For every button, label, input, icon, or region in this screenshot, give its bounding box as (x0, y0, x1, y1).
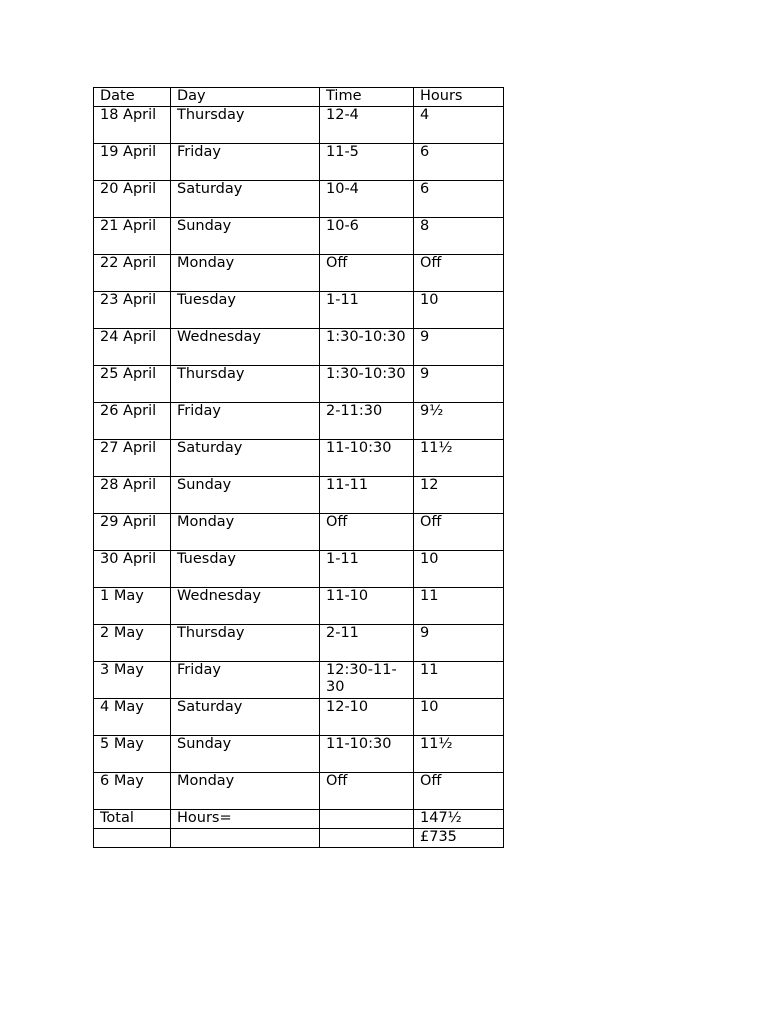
cell-time: 11-10 (320, 588, 414, 625)
cell-date: 21 April (94, 218, 171, 255)
table-row (94, 588, 504, 625)
cell-hours: Off (414, 773, 504, 810)
cell-date: 20 April (94, 181, 171, 218)
cell-time: 12-10 (320, 699, 414, 736)
cell-date: 30 April (94, 551, 171, 588)
cell-time: 12-4 (320, 107, 414, 144)
cell-day: Wednesday (171, 588, 320, 625)
cell-time: Off (320, 773, 414, 810)
cell-day: Wednesday (171, 329, 320, 366)
cell-day: Monday (171, 255, 320, 292)
table-row (94, 736, 504, 773)
header-day: Day (171, 88, 320, 107)
cell-date: 29 April (94, 514, 171, 551)
cell-date: 23 April (94, 292, 171, 329)
cell-hours: 6 (414, 144, 504, 181)
cell-time: 1:30-10:30 (320, 329, 414, 366)
cell-day: Sunday (171, 736, 320, 773)
cell-day: Tuesday (171, 292, 320, 329)
cell-day: Saturday (171, 699, 320, 736)
cell-hours: 147½ (414, 810, 504, 829)
cell-day: Friday (171, 403, 320, 440)
cell-time: 2-11 (320, 625, 414, 662)
cell-day: Thursday (171, 625, 320, 662)
cell-day: Thursday (171, 107, 320, 144)
cell-date: 26 April (94, 403, 171, 440)
cell-date: 19 April (94, 144, 171, 181)
cell-time: 11-11 (320, 477, 414, 514)
header-date: Date (94, 88, 171, 107)
work-hours-table (93, 87, 504, 848)
cell-day: Sunday (171, 477, 320, 514)
cell-date: 25 April (94, 366, 171, 403)
cell-day (171, 829, 320, 848)
cell-hours: 9 (414, 625, 504, 662)
table-row (94, 292, 504, 329)
cell-hours: 11½ (414, 736, 504, 773)
cell-time: 10-6 (320, 218, 414, 255)
table-row (94, 366, 504, 403)
cell-hours: 10 (414, 292, 504, 329)
cell-hours: 8 (414, 218, 504, 255)
cell-hours: 9½ (414, 403, 504, 440)
cell-date: 24 April (94, 329, 171, 366)
cell-hours: 9 (414, 366, 504, 403)
cell-time: 1-11 (320, 292, 414, 329)
cell-day: Friday (171, 144, 320, 181)
cell-day: Tuesday (171, 551, 320, 588)
table-row (94, 514, 504, 551)
cell-time: 11-10:30 (320, 440, 414, 477)
cell-hours: 6 (414, 181, 504, 218)
table-row (94, 477, 504, 514)
cell-day: Monday (171, 514, 320, 551)
cell-hours: 11 (414, 662, 504, 699)
table-row (94, 255, 504, 292)
table-body (94, 88, 504, 848)
cell-time: 11-5 (320, 144, 414, 181)
table-row (94, 773, 504, 810)
cell-hours: 10 (414, 699, 504, 736)
cell-date: 27 April (94, 440, 171, 477)
table-row (94, 329, 504, 366)
cell-date (94, 829, 171, 848)
table-row (94, 181, 504, 218)
cell-hours: £735 (414, 829, 504, 848)
cell-time: Off (320, 514, 414, 551)
table-row (94, 699, 504, 736)
cell-time: 1-11 (320, 551, 414, 588)
cell-hours: 4 (414, 107, 504, 144)
table-row (94, 218, 504, 255)
cell-date: 4 May (94, 699, 171, 736)
cell-date: 6 May (94, 773, 171, 810)
cell-time: 10-4 (320, 181, 414, 218)
cell-time: 2-11:30 (320, 403, 414, 440)
cell-day: Saturday (171, 181, 320, 218)
cell-hours: Off (414, 255, 504, 292)
table-row (94, 625, 504, 662)
cell-day: Friday (171, 662, 320, 699)
cell-time: 1:30-10:30 (320, 366, 414, 403)
header-time: Time (320, 88, 414, 107)
cell-date: 22 April (94, 255, 171, 292)
table-header-row (94, 88, 504, 107)
table-row (94, 144, 504, 181)
cell-date: 2 May (94, 625, 171, 662)
cell-time (320, 829, 414, 848)
cell-time: 11-10:30 (320, 736, 414, 773)
cell-day: Saturday (171, 440, 320, 477)
cell-time: 12:30-11-30 (320, 662, 414, 699)
cell-hours: 12 (414, 477, 504, 514)
table-row (94, 551, 504, 588)
cell-date: 5 May (94, 736, 171, 773)
cell-day: Monday (171, 773, 320, 810)
pay-row (94, 829, 504, 848)
cell-day: Hours= (171, 810, 320, 829)
table-row (94, 403, 504, 440)
table-row (94, 440, 504, 477)
cell-hours: 11 (414, 588, 504, 625)
cell-hours: Off (414, 514, 504, 551)
cell-day: Sunday (171, 218, 320, 255)
cell-date: 3 May (94, 662, 171, 699)
cell-date: 18 April (94, 107, 171, 144)
total-row (94, 810, 504, 829)
table-row (94, 107, 504, 144)
header-hours: Hours (414, 88, 504, 107)
cell-date: 1 May (94, 588, 171, 625)
cell-hours: 11½ (414, 440, 504, 477)
cell-hours: 9 (414, 329, 504, 366)
cell-time: Off (320, 255, 414, 292)
table-row (94, 662, 504, 699)
cell-date: Total (94, 810, 171, 829)
cell-hours: 10 (414, 551, 504, 588)
cell-date: 28 April (94, 477, 171, 514)
cell-time (320, 810, 414, 829)
cell-day: Thursday (171, 366, 320, 403)
